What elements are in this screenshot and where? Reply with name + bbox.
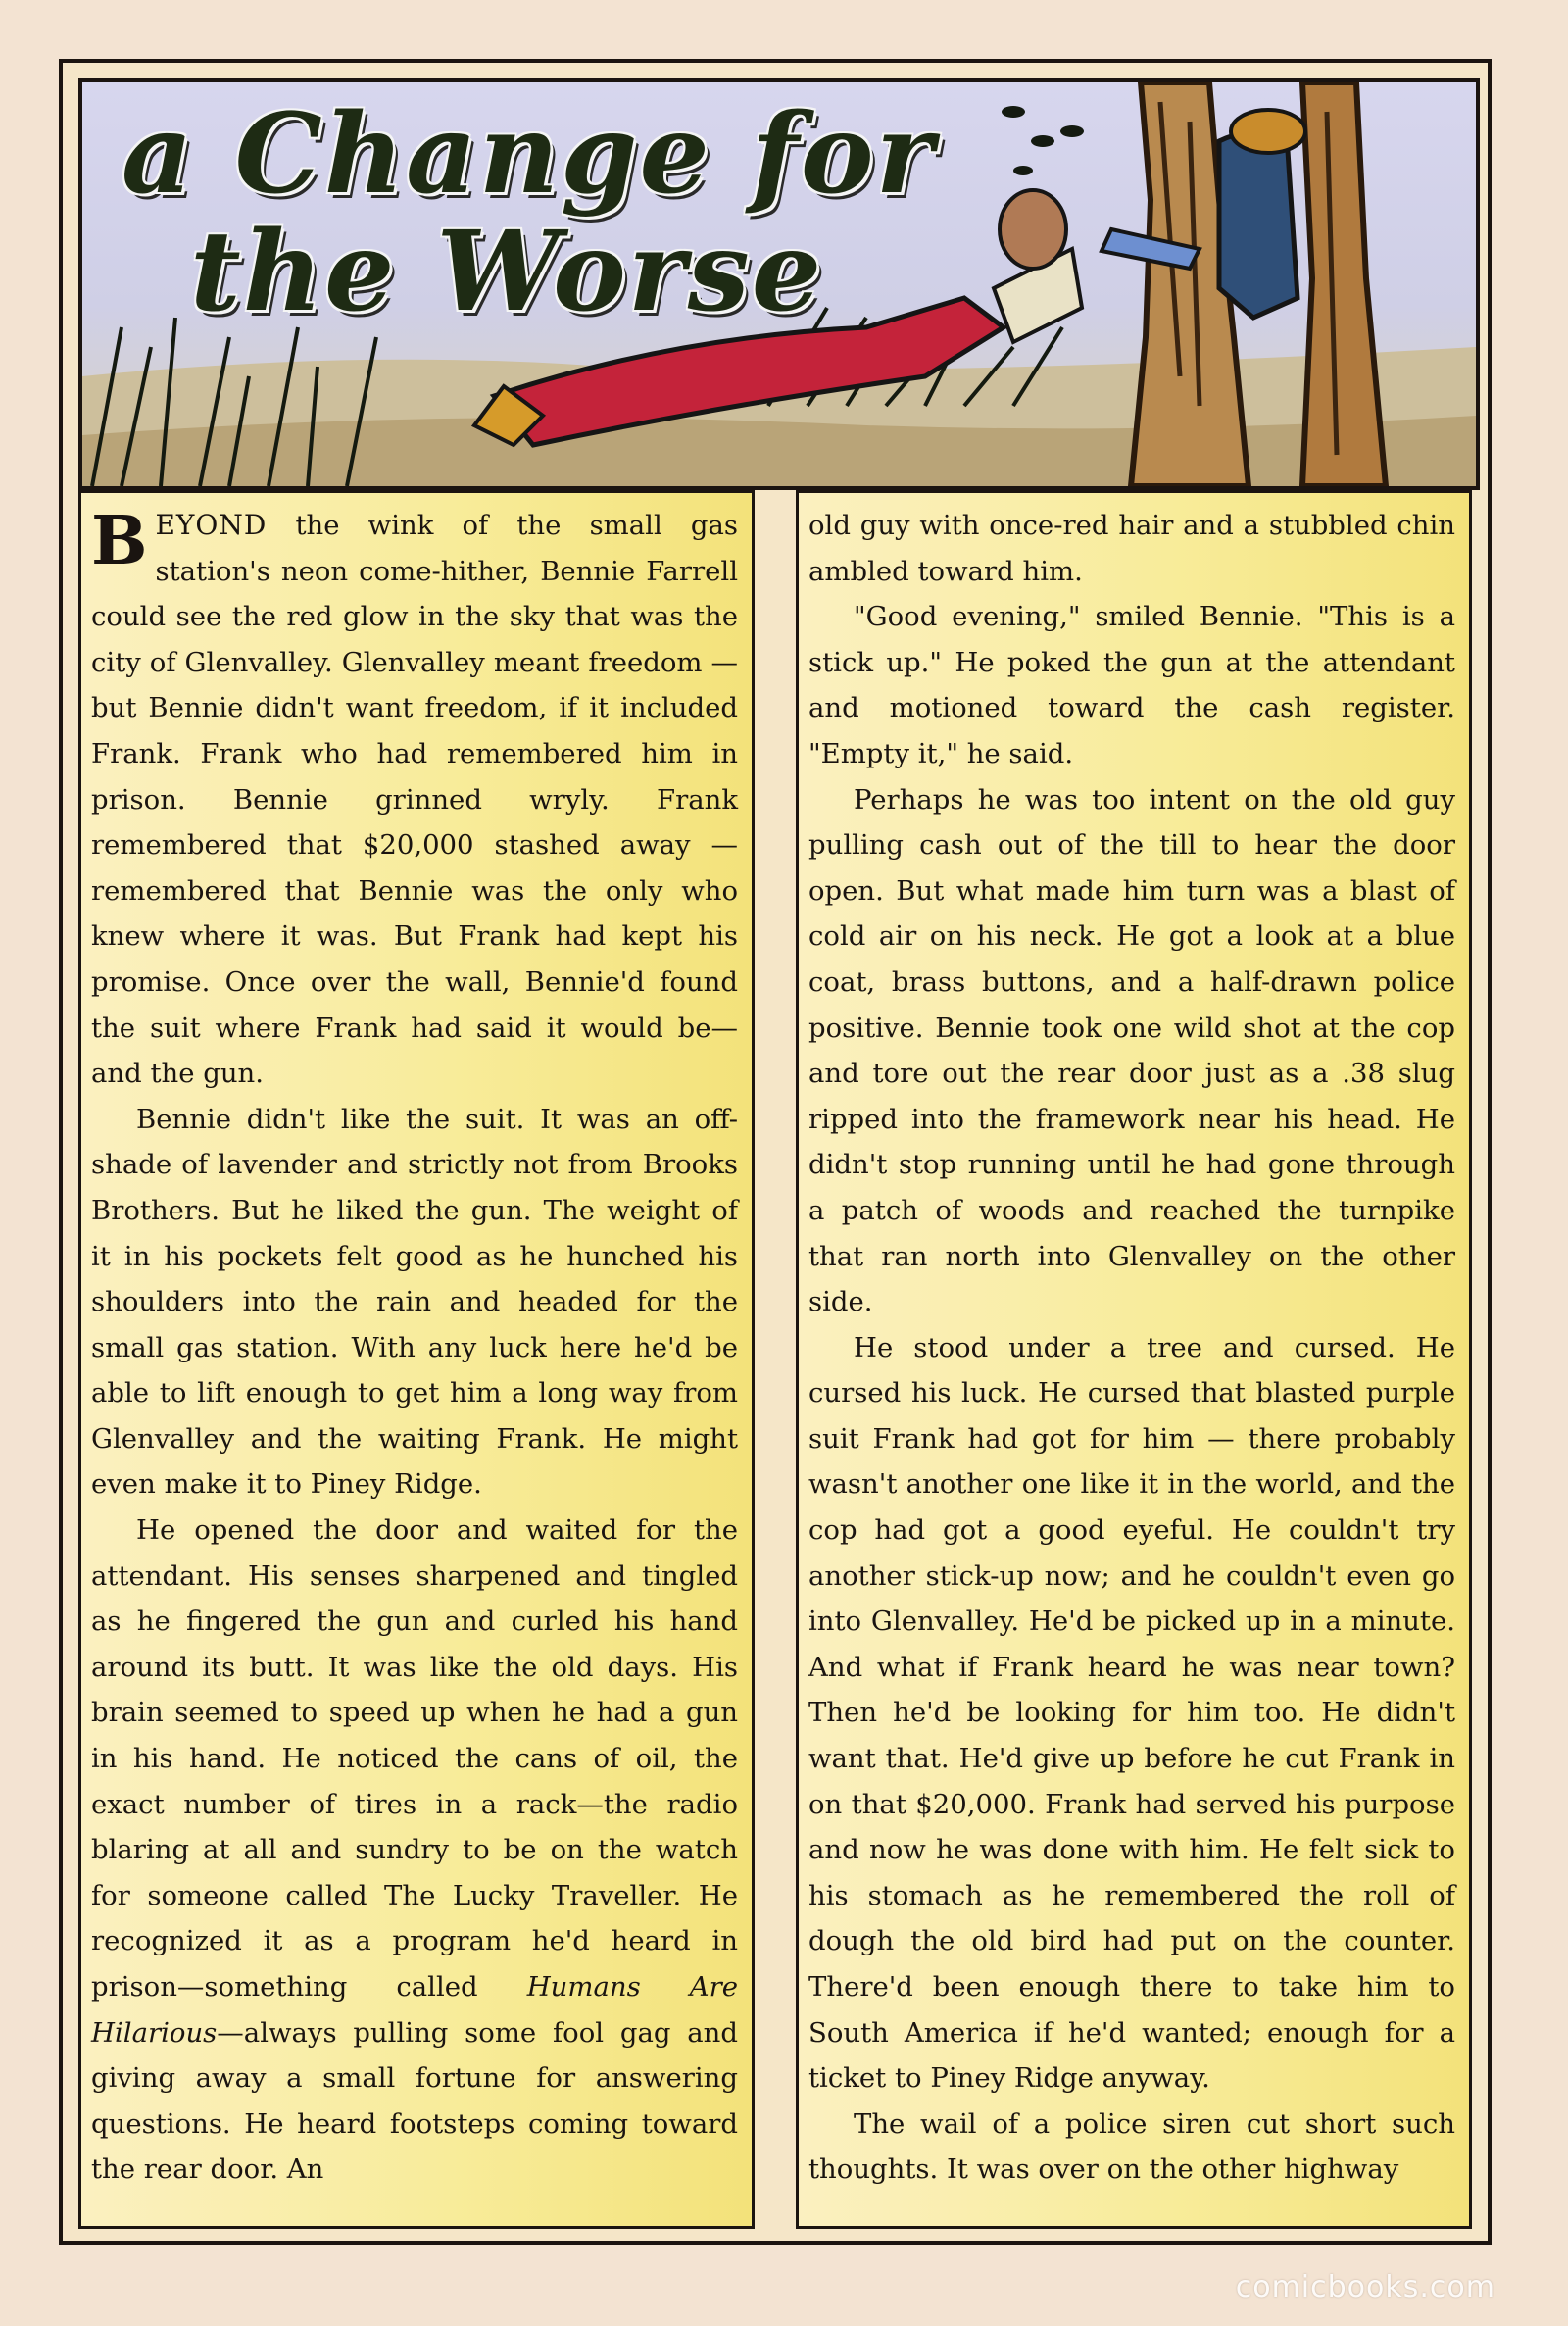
text-column-left	[78, 490, 755, 2229]
story-title	[122, 90, 1023, 336]
watermark: comicbooks.com	[1235, 2270, 1495, 2304]
paragraph-text: —always pulling some fool gag and giving away a small fortune for answering questions. He heard footsteps coming toward the rear door. An	[91, 2016, 738, 2186]
paragraph: Perhaps he was too intent on the old guy pulling cash out of the till to hear the door open. But what made him turn was a blast of cold air on his neck. He got a look at a blue coat, brass buttons, and a half-drawn police positive. Bennie took one wild shot at the cop and tore out the rear door just as a .38 slug ripped into the framework near his head. He didn't stop running until he had gone through a patch of woods and reached the turnpike that ran north into Glenvalley on the other side.	[808, 783, 1455, 1318]
opening-caps: EYOND	[155, 509, 268, 541]
title-panel	[78, 78, 1480, 490]
ground-shadow	[82, 416, 1476, 486]
paragraph: old guy with once-red hair and a stubbled chin ambled toward him.	[808, 510, 1455, 587]
paragraph	[91, 503, 738, 1097]
paragraph: Bennie didn't like the suit. It was an off-shade of lavender and strictly not from Brooks Brothers. But he liked the gun. The weight of it in his pockets felt good as he hunched his shoulders into the rain and headed for the small gas station. With any luck here he'd be able to lift enough to get him a long way from Glenvalley and the waiting Frank. He might even make it to Piney Ridge.	[91, 1103, 738, 1501]
drop-cap: B	[91, 502, 148, 580]
attacker-hat	[1231, 110, 1305, 153]
tree-trunk-right	[1302, 82, 1386, 486]
radio-show-title: Humans Are Hilarious	[91, 1971, 738, 2049]
paragraph: He stood under a tree and cursed. He cursed his luck. He cursed that blasted purple suit Frank had got for him — there probably wasn't another one like it in the world, and the cop had got a good eyeful. He couldn't try another stick-up now; and he couldn't even go into Glenvalley. He'd be picked up in a minute. And what if Frank heard he was near town? Then he'd be looking for him too. He didn't want that. He'd give up before he cut Frank in on that $20,000. Frank had served his purpose and now he was done with him. He felt sick to his stomach as he remembered the roll of dough the old bird had put on the counter. There'd been enough there to take him to South America if he'd wanted; enough for a ticket to Piney Ridge anyway.	[808, 1331, 1455, 2095]
paragraph-text: He opened the door and waited for the attendant. His senses sharpened and tingled as he fingered the gun and curled his hand around its butt. It was like the old days. His brain seemed to speed up when he had a gun in his hand. He noticed the cans of oil, the exact number of tires in a rack—the radio blaring at all and sundry to be on the watch for someone called The Lucky Traveller. He recognized it as a program he'd heard in prison—something called	[91, 1514, 738, 2003]
paragraph: "Good evening," smiled Bennie. "This is a stick up." He poked the gun at the attendant and motioned toward the cash register. "Empty it," he said.	[808, 601, 1455, 769]
paragraph	[91, 1508, 738, 2193]
text-column-right	[796, 490, 1472, 2229]
paragraph: The wail of a police siren cut short such thoughts. It was over on the other highway	[808, 2107, 1455, 2186]
paragraph-text: the wink of the small gas station's neon come-hither, Bennie Farrell could see the red glow in the sky that was the city of Glenvalley. Glenvalley meant freedom — but Bennie didn't want freedom, if it included Frank. Frank who had remembered him in prison. Bennie grinned wryly. Frank remembered that $20,000 stashed away — remembered that Bennie was the only who knew where it was. But Frank had kept his promise. Once over the wall, Bennie'd found the suit where Frank had said it would be—and the gun.	[91, 510, 738, 1090]
attacker-figure	[1219, 133, 1298, 318]
story-text	[78, 490, 1472, 2229]
story-title-line-1: a Change for	[122, 90, 936, 219]
story-page	[59, 59, 1492, 2245]
story-title-line-2: the Worse	[190, 208, 824, 336]
